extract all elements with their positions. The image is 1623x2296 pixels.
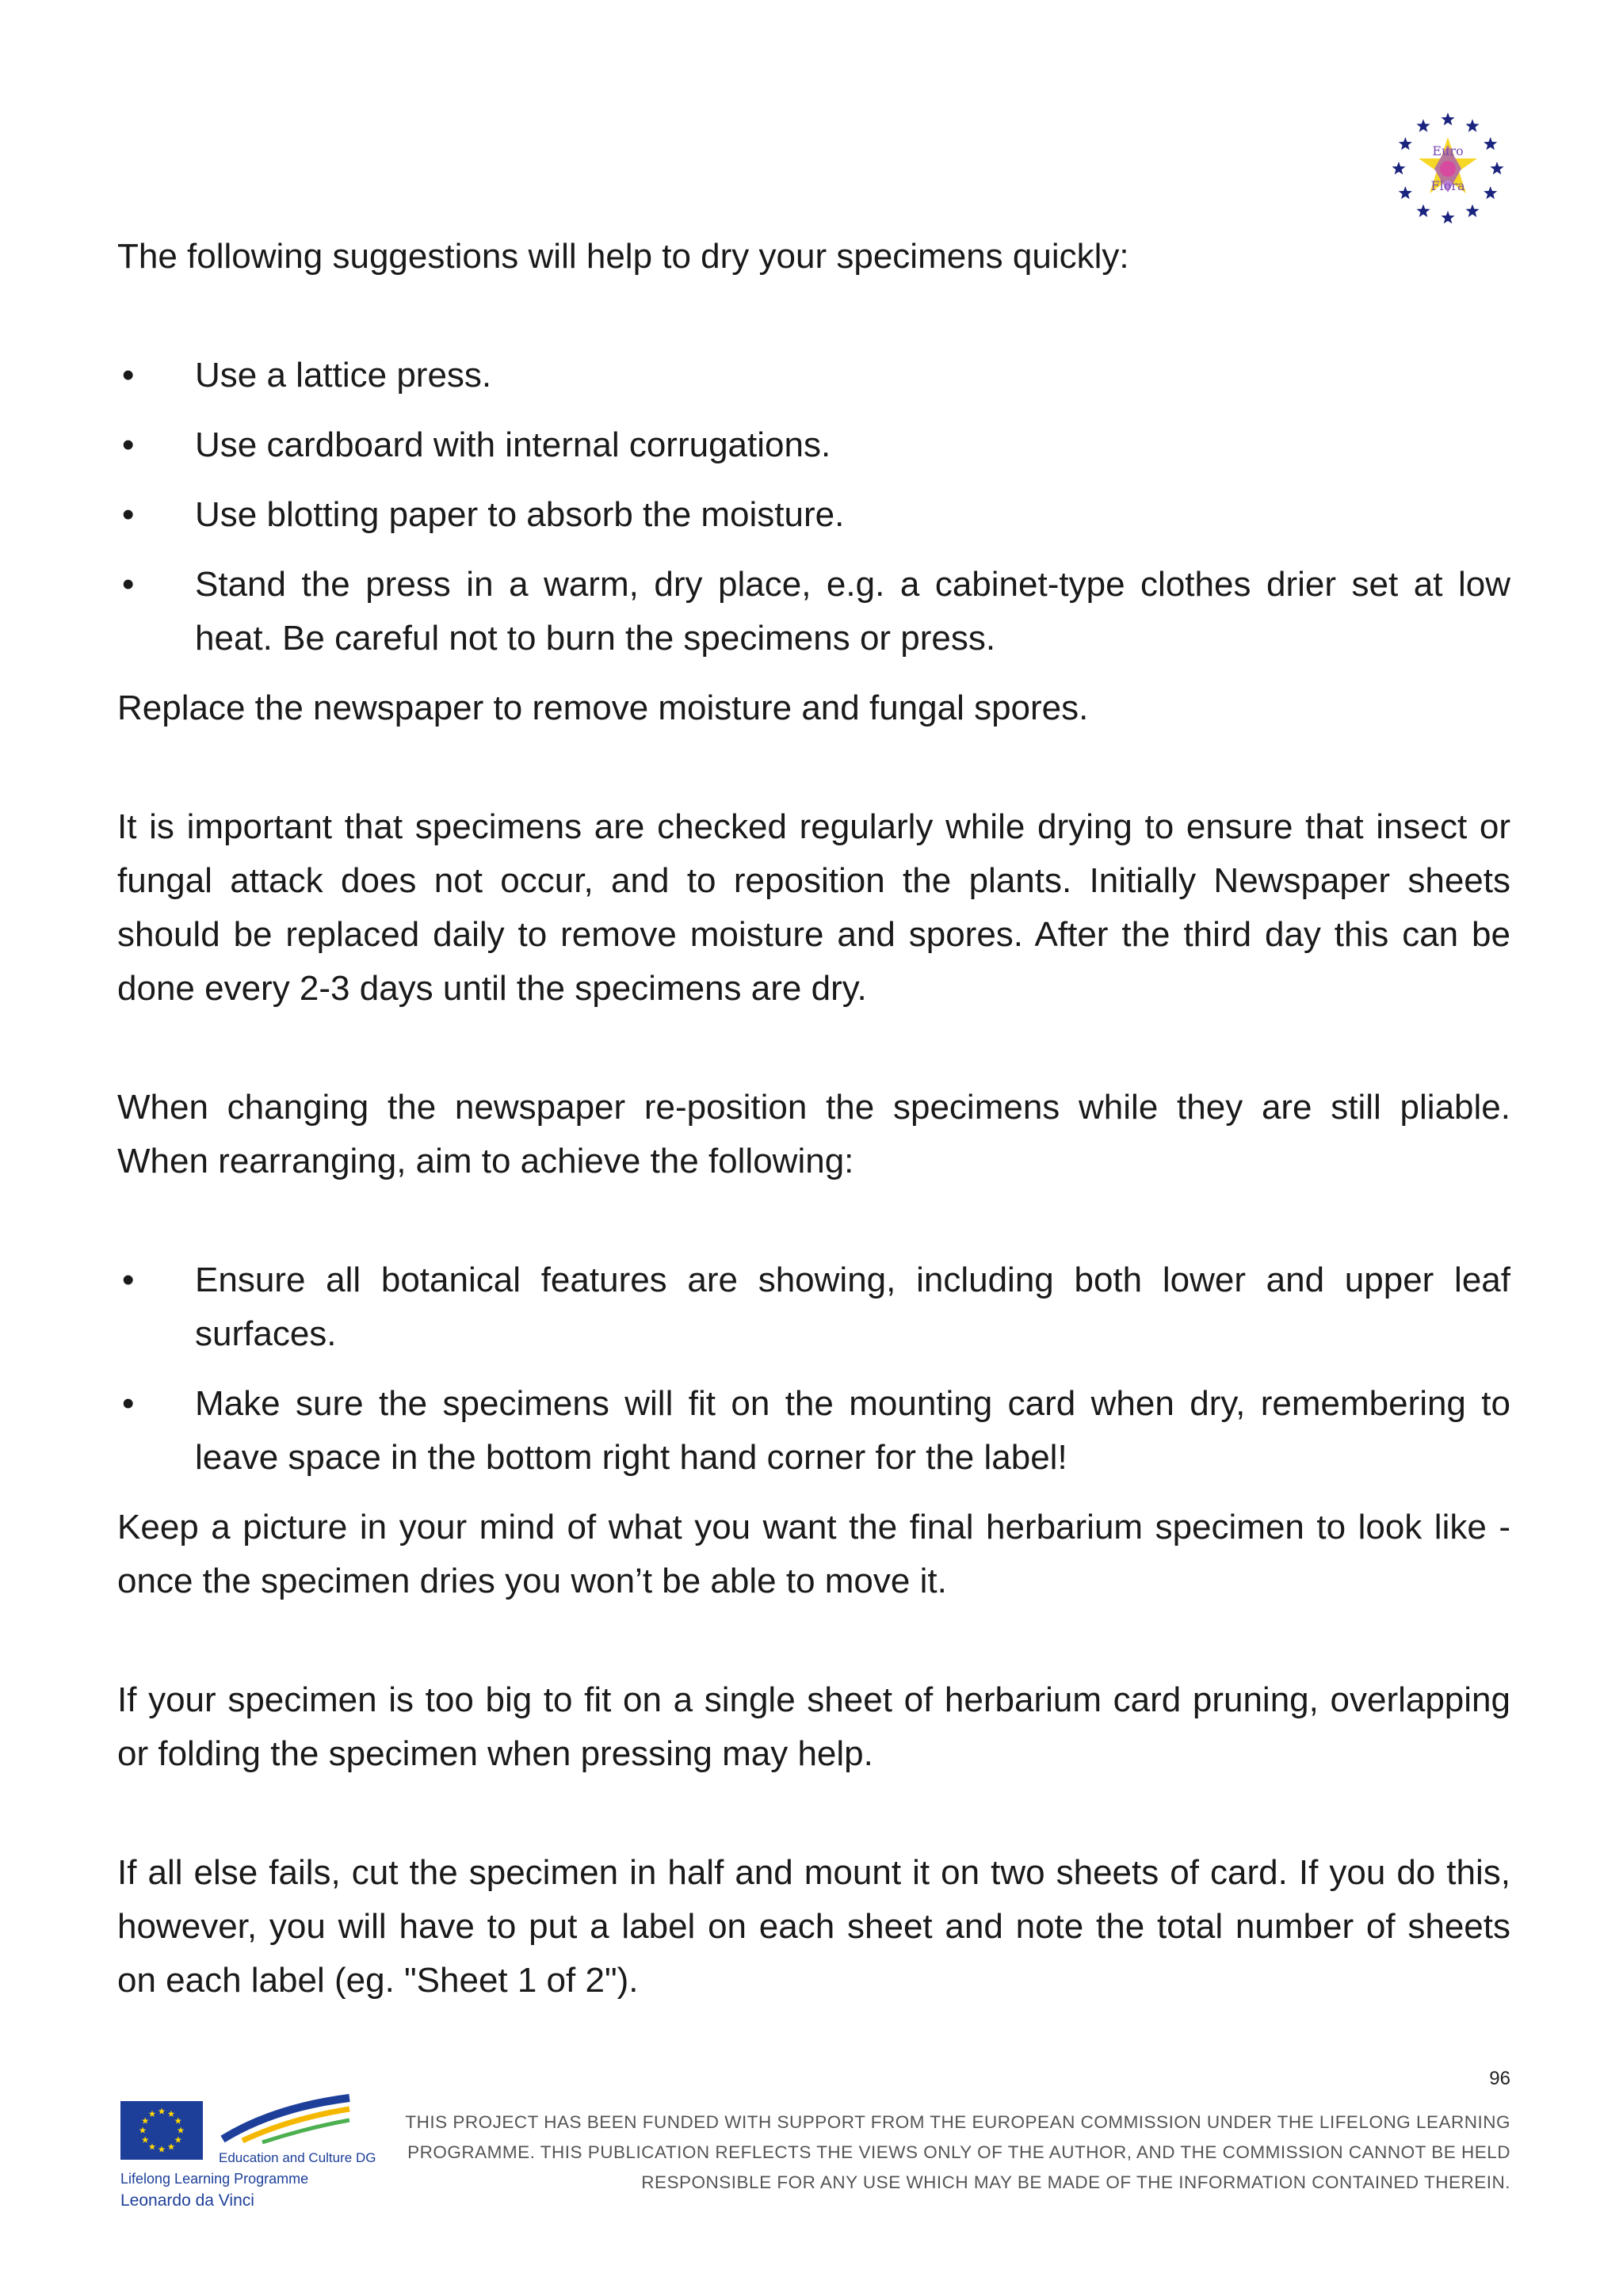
big-specimen-paragraph: If your specimen is too big to fit on a single sheet of herbarium card pruning, overlapping or folding the specimen when pressing may help.	[117, 1680, 1510, 1773]
disclaimer-line: PROGRAMME. THIS PUBLICATION REFLECTS THE VIEWS ONLY OF THE AUTHOR, AND THE COMMISSION CANNOT BE HELD	[407, 2142, 1510, 2162]
bullet-icon: •	[122, 356, 135, 395]
euroflora-logo	[1388, 109, 1507, 228]
swoosh-icon	[219, 2092, 353, 2150]
bullet-icon: •	[122, 425, 135, 464]
bullet-icon: •	[122, 565, 135, 604]
checked-paragraph: It is important that specimens are checked regularly while drying to ensure that insect or fungal attack does not occur, and to reposition the plants. Initially Newspaper sheets should be replaced daily to remove moisture and spores. After the third day this can be done every 2-3 days until the specimens are dry.	[117, 807, 1510, 1008]
disclaimer-line: THIS PROJECT HAS BEEN FUNDED WITH SUPPORT FROM THE EUROPEAN COMMISSION UNDER THE LIFELONG LEARNING	[405, 2112, 1510, 2132]
eu-programme-logo	[117, 2082, 376, 2217]
list-item: • Ensure all botanical features are showing, including both lower and upper leaf surfaces.	[117, 1253, 1510, 1361]
logo-text-bottom: Flora	[1430, 178, 1465, 193]
list-item: • Use a lattice press.	[117, 349, 1510, 402]
drying-tips-list	[117, 349, 1510, 666]
funding-disclaimer	[353, 2107, 1510, 2198]
bullet-icon: •	[122, 495, 135, 534]
changing-paragraph: When changing the newspaper re-position the specimens while they are still pliable. When rearranging, aim to achieve the following:	[117, 1088, 1510, 1180]
keep-paragraph: Keep a picture in your mind of what you want the final herbarium specimen to look like - once the specimen dries you won’t be able to move it.	[117, 1508, 1510, 1600]
page-number: 96	[1489, 2068, 1510, 2089]
list-item: • Stand the press in a warm, dry place, e.g. a cabinet-type clothes drier set at low heat. Be careful not to burn the specimens or press.	[117, 558, 1510, 666]
leonardo-da-vinci-label: Leonardo da Vinci	[120, 2191, 254, 2210]
list-item: • Make sure the specimens will fit on the mounting card when dry, remembering to leave space in the bottom right hand corner for the label!	[117, 1377, 1510, 1485]
lifelong-learning-label: Lifelong Learning Programme	[120, 2171, 309, 2187]
fails-paragraph: If all else fails, cut the specimen in half and mount it on two sheets of card. If you do this, however, you will have to put a label on each sheet and note the total number of sheets on each label (eg. "Sheet 1 of 2").	[117, 1853, 1510, 2000]
rearranging-list	[117, 1253, 1510, 1485]
disclaimer-line: RESPONSIBLE FOR ANY USE WHICH MAY BE MADE OF THE INFORMATION CONTAINED THEREIN.	[641, 2172, 1510, 2192]
logo-text-top: Euro	[1432, 143, 1464, 158]
main-content	[117, 230, 1510, 2008]
bullet-icon: •	[122, 1384, 135, 1423]
education-culture-label: Education and Culture DG	[219, 2150, 376, 2165]
page-footer	[117, 2068, 1510, 2218]
list-item: • Use blotting paper to absorb the moisture.	[117, 488, 1510, 542]
replace-paragraph: Replace the newspaper to remove moisture and fungal spores.	[117, 688, 1089, 727]
list-item: • Use cardboard with internal corrugations.	[117, 418, 1510, 472]
eu-flag-icon	[120, 2101, 203, 2160]
intro-paragraph: The following suggestions will help to dry your specimens quickly:	[117, 237, 1129, 276]
bullet-icon: •	[122, 1261, 135, 1299]
